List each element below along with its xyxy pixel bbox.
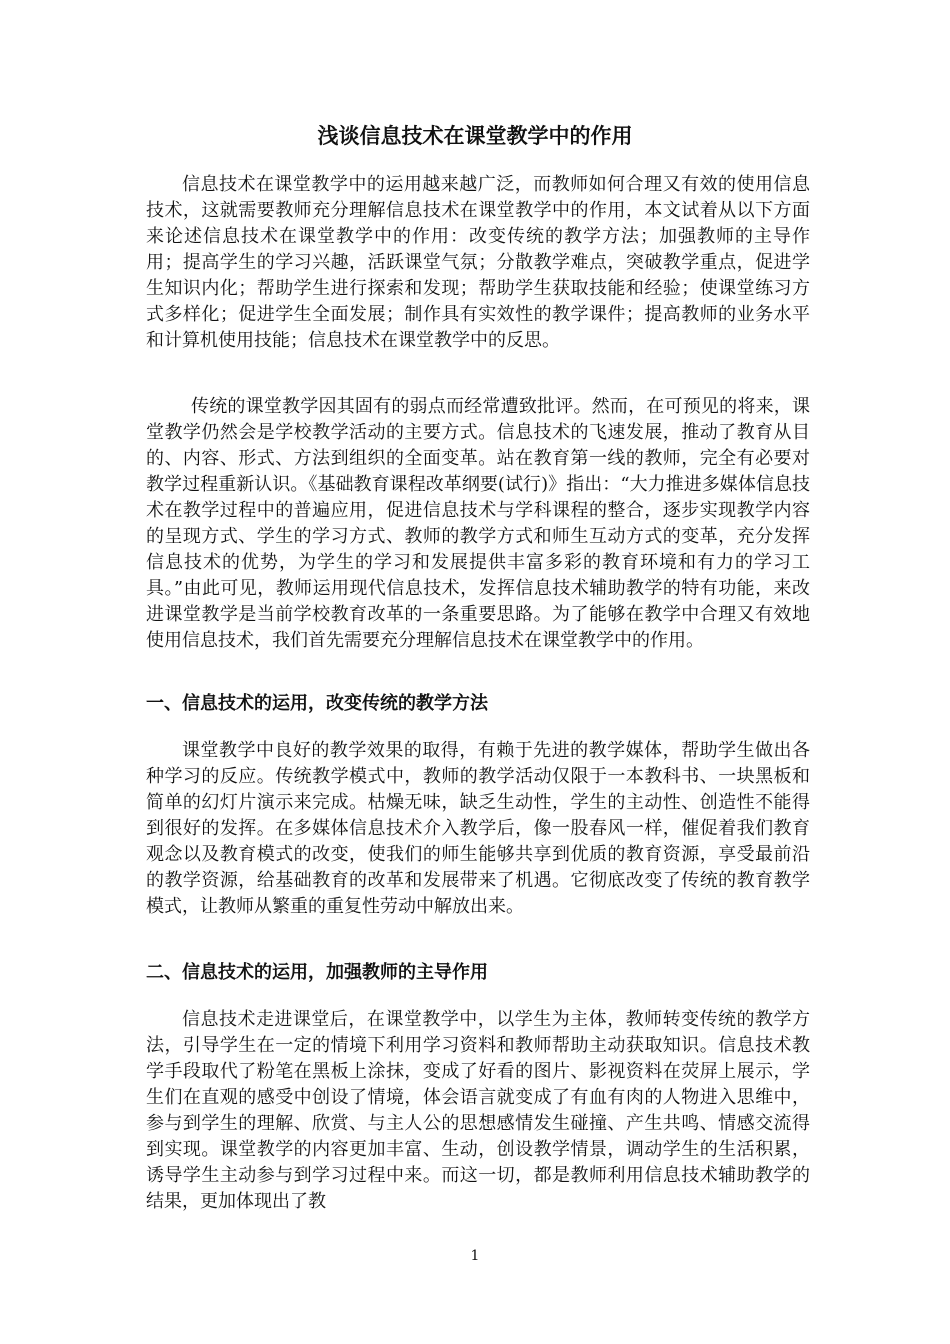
section-2-paragraph: 信息技术走进课堂后，在课堂教学中，以学生为主体，教师转变传统的教学方法，引导学生在一定的情境下利用学习资料和教师帮助主动获取知识。信息技术教学手段取代了粉笔在黑板上涂抹，变成了好看的图片、影视资料在荧屏上展示，学生们在直观的感受中创设了情境，体会语言就变成了有血有肉的人物进入思维中，参与到学生的理解、欣赏、与主人公的思想感情发生碰撞、产生共鸣、情感交流得到实现。课堂教学的内容更加丰富、生动，创设教学情景，调动学生的生活积累，诱导学生主动参与到学习过程中来。而这一切，都是教师利用信息技术辅助教学的结果，更加体现出了教 <box>146 1009 810 1212</box>
section-1-paragraph: 课堂教学中良好的教学效果的取得，有赖于先进的教学媒体，帮助学生做出各种学习的反应。传统教学模式中，教师的教学活动仅限于一本教科书、一块黑板和简单的幻灯片演示来完成。枯燥无味，缺乏生动性，学生的主动性、创造性不能得到很好的发挥。在多媒体信息技术介入教学后，像一股春风一样，催促着我们教育观念以及教育模式的改变，使我们的师生能够共享到优质的教育资源，享受最前沿的教学资源，给基础教育的改革和发展带来了机遇。它彻底改变了传统的教育教学模式，让教师从繁重的重复性劳动中解放出来。 <box>146 740 810 917</box>
background-paragraph: 传统的课堂教学因其固有的弱点而经常遭致批评。然而，在可预见的将来，课堂教学仍然会是学校教学活动的主要方式。信息技术的飞速发展，推动了教育从目的、内容、形式、方法到组织的全面变革。站在教育第一线的教师，完全有必要对教学过程重新认识。《基础教育课程改革纲要(试行)》指出：“大力推进多媒体信息技术在教学过程中的普遍应用，促进信息技术与学科课程的整合，逐步实现教学内容的呈现方式、学生的学习方式、教师的教学方式和师生互动方式的变革，充分发挥信息技术的优势，为学生的学习和发展提供丰富多彩的教育环境和有力的学习工具。”由此可见，教师运用现代信息技术，发挥信息技术辅助教学的特有功能，来改进课堂教学是当前学校教育改革的一条重要思路。为了能够在教学中合理又有效地使用信息技术，我们首先需要充分理解信息技术在课堂教学中的作用。 <box>146 396 810 651</box>
intro-paragraph: 信息技术在课堂教学中的运用越来越广泛，而教师如何合理又有效的使用信息技术，这就需要教师充分理解信息技术在课堂教学中的作用，本文试着从以下方面来论述信息技术在课堂教学中的作用：改变传统的教学方法；加强教师的主导作用；提高学生的学习兴趣，活跃课堂气氛；分散教学难点，突破教学重点，促进学生知识内化；帮助学生进行探索和发现；帮助学生获取技能和经验；使课堂练习方式多样化；促进学生全面发展；制作具有实效性的教学课件；提高教师的业务水平和计算机使用技能；信息技术在课堂教学中的反思。 <box>146 174 810 351</box>
document-title: 浅谈信息技术在课堂教学中的作用 <box>317 124 633 148</box>
section-heading-1: 一、信息技术的运用，改变传统的教学方法 <box>146 693 488 714</box>
page-number: 1 <box>470 1248 480 1264</box>
section-heading-2: 二、信息技术的运用，加强教师的主导作用 <box>146 962 488 983</box>
